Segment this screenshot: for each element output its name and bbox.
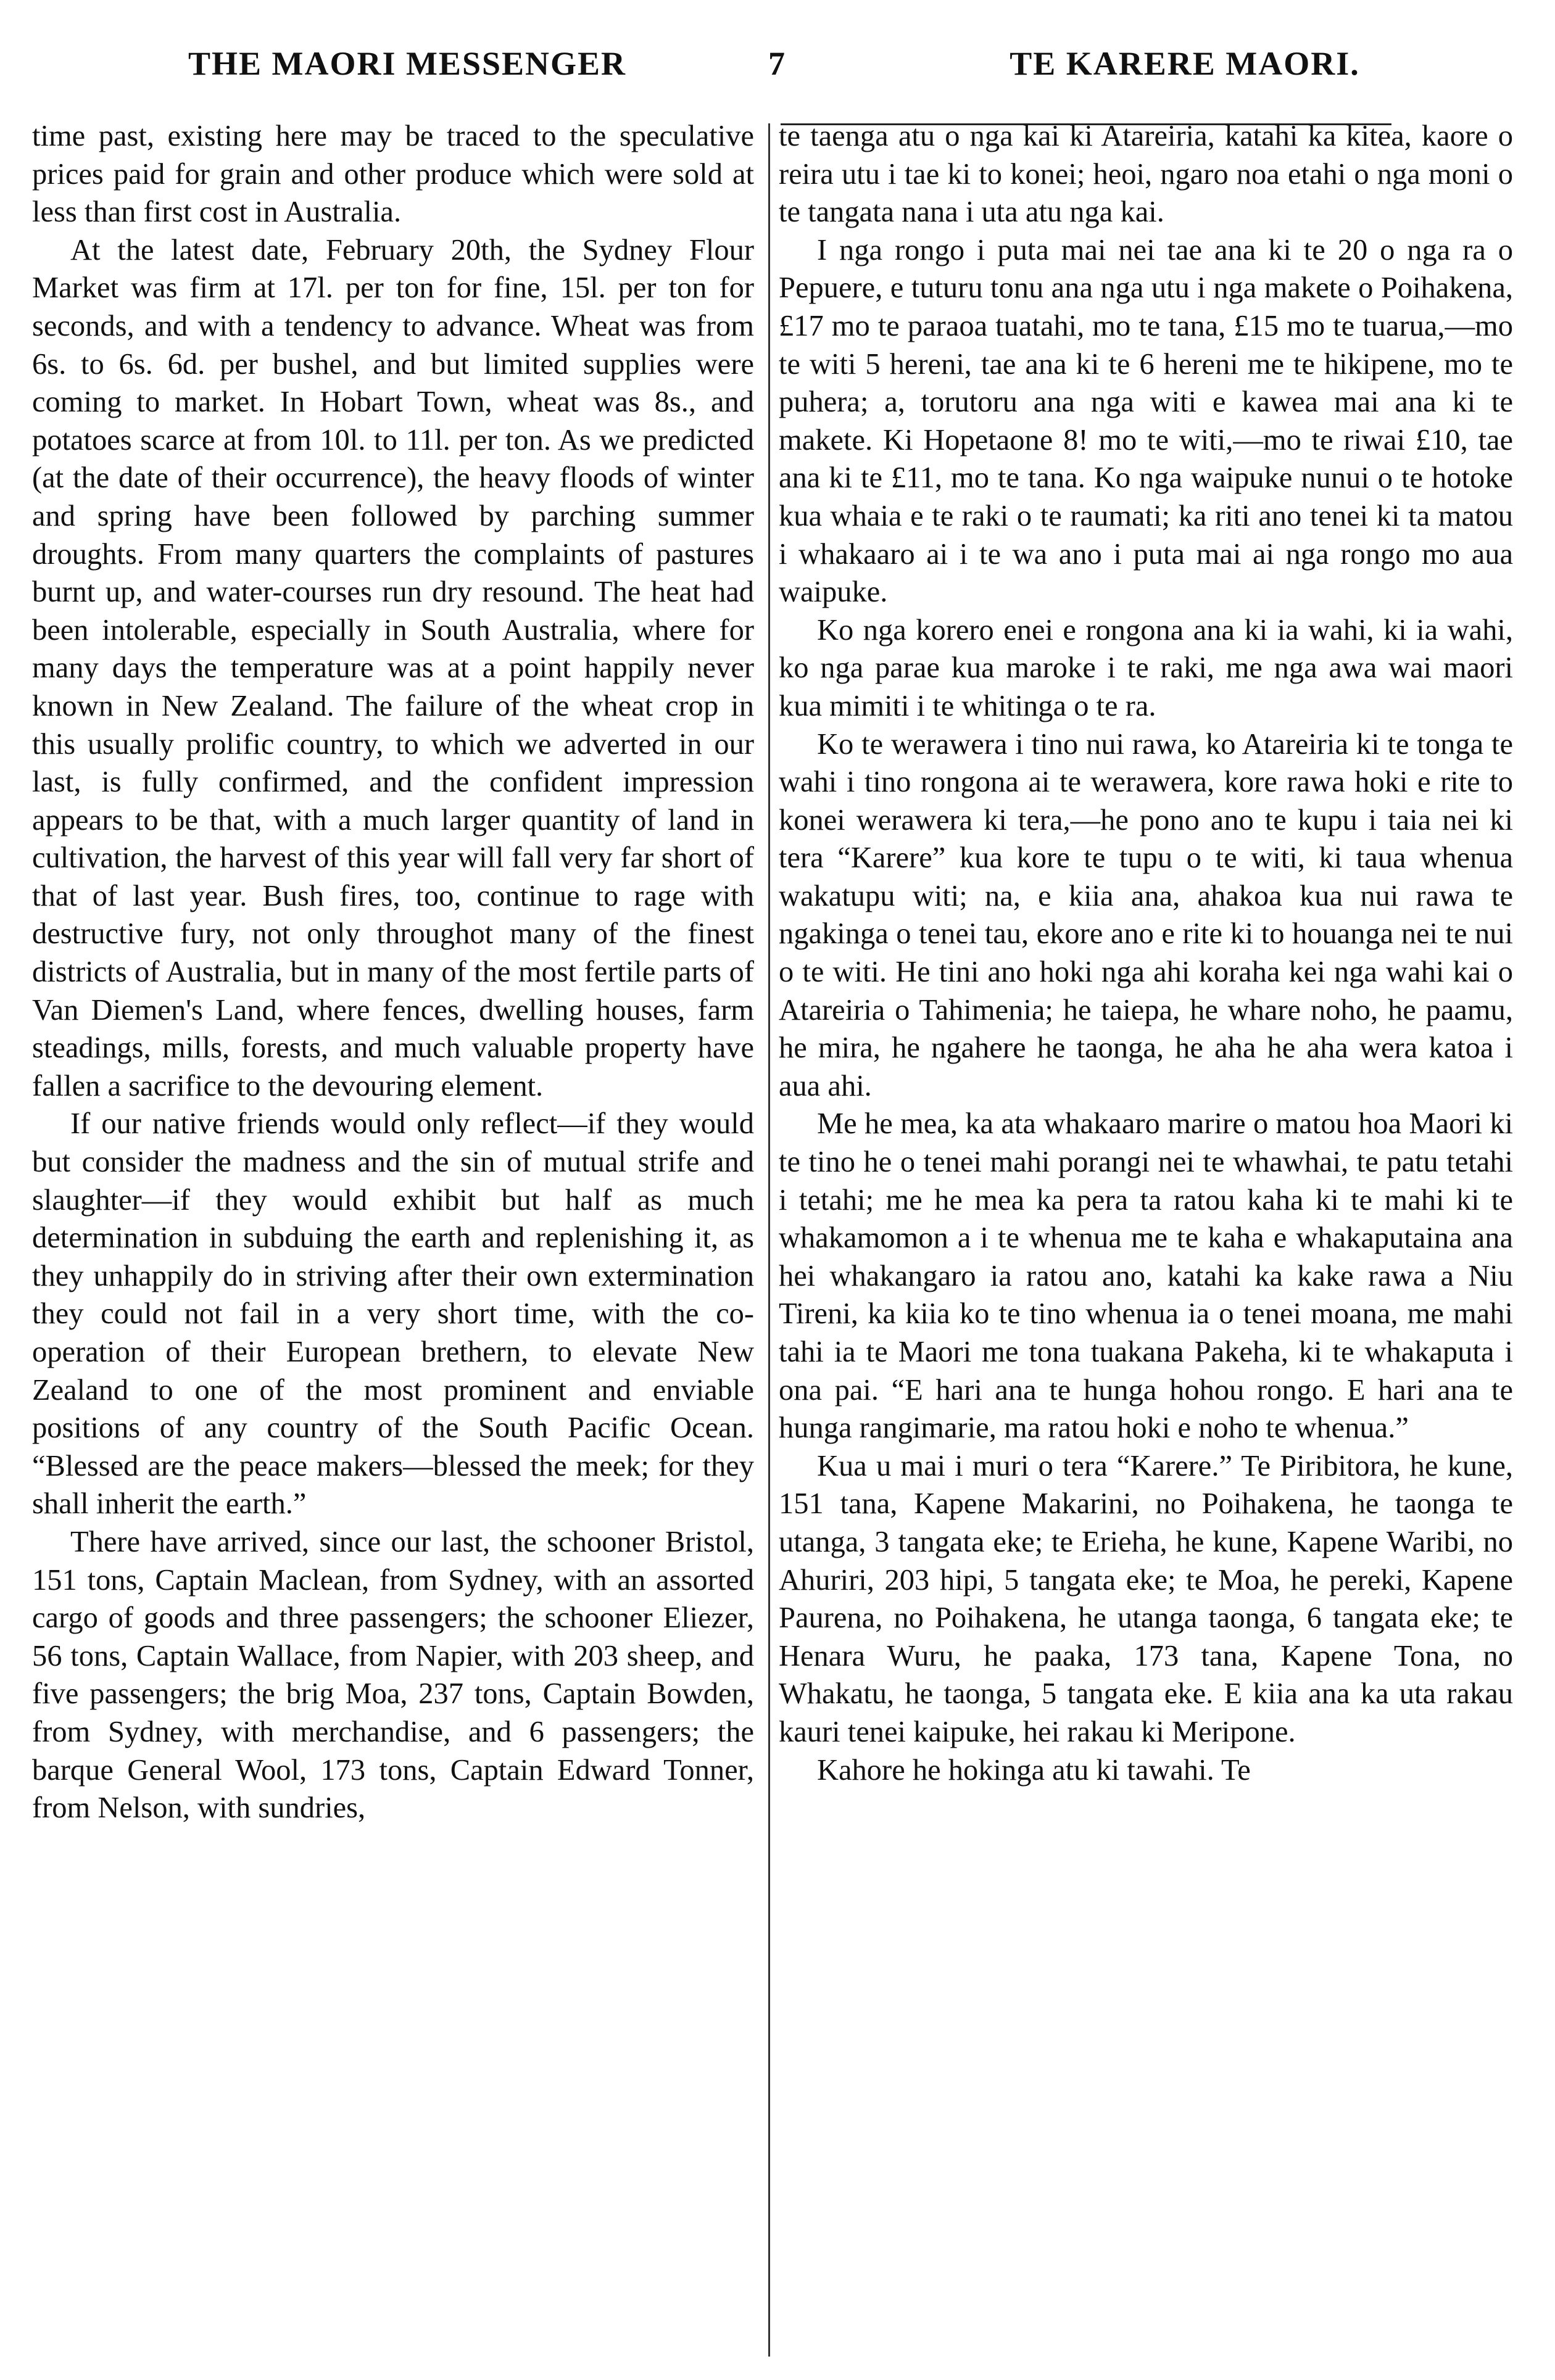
english-column	[32, 117, 754, 1827]
maori-paragraph: Ko nga korero enei e rongona ana ki ia wahi, ki ia wahi, ko nga parae kua maroke i te raki, me nga awa wai maori kua mimiti i te whitinga o te ra.	[779, 613, 1513, 722]
english-paragraph: There have arrived, since our last, the schooner Bristol, 151 tons, Captain Maclean, from Sydney, with an assorted cargo of goods and three passengers; the schooner Eliezer, 56 tons, Captain Wallace, from Napier, with 203 sheep, and five passengers; the brig Moa, 237 tons, Captain Bowden, from Sydney, with merchandise, and 6 passengers; the barque General Wool, 173 tons, Captain Edward Tonner, from Nelson, with sundries,	[32, 1525, 754, 1825]
masthead-english: THE MAORI MESSENGER	[188, 45, 627, 82]
maori-paragraph: Kua u mai i muri o tera “Karere.” Te Piribitora, he kune, 151 tana, Kapene Makarini, no Poihakena, he taonga te utanga, 3 tangata eke; te Erieha, he kune, Kapene Waribi, no Ahuriri, 203 hipi, 5 tangata eke; te Moa, he pereki, Kapene Paurena, no Poihakena, he utanga taonga, 6 tangata eke; te Henara Wuru, he paaka, 173 tana, Kapene Tona, no Whakatu, he taonga, 5 tangata eke. E kiia ana ka uta rakau kauri tenei kaipuke, hei rakau ki Meripone.	[779, 1449, 1513, 1748]
maori-paragraph: I nga rongo i puta mai nei tae ana ki te 20 o nga ra o Pepuere, e tuturu tonu ana nga utu i nga makete o Poihakena, £17 mo te paraoa tuatahi, mo te tana, £15 mo te tuarua,—mo te witi 5 hereni, tae ana ki te 6 hereni me te hikipene, mo te puhera; a, torutoru ana nga witi e kawea mai ana ki te makete. Ki Hopetaone 8! mo te witi,—mo te riwai £10, tae ana ki te £11, mo te tana. Ko nga waipuke nunui o te hotoke kua whaia e te raki o te raumati; ka riti ano tenei ki ta matou i whakaaro ai i te wa ano i puta mai ai nga rongo mo aua waipuke.	[779, 233, 1513, 609]
maori-paragraph: Kahore he hokinga atu ki tawahi. Te	[817, 1753, 1251, 1787]
english-paragraph: If our native friends would only reflect—if they would but consider the madness and the sin of mutual strife and slaughter—if they would exhibit but half as much determination in subduing the earth and replenishing it, as they unhappily do in striving after their own extermination they could not fail in a very short time, with the co-operation of their European brethern, to elevate New Zealand to one of the most prominent and enviable positions of any country of the South Pacific Ocean. “Blessed are the peace makers—blessed the meek; for they shall inherit the earth.”	[32, 1107, 754, 1521]
masthead-maori: TE KARERE MAORI.	[1010, 45, 1360, 82]
maori-paragraph: Ko te werawera i tino nui rawa, ko Atareiria ki te tonga te wahi i tino rongona ai te werawera, kore rawa hoki e rite to konei werawera ki tera,—he pono ano te kupu i taia nei ki tera “Karere” kua kore te tupu o te witi, ki taua whenua wakatupu witi; na, e kiia ana, ahakoa kua nui rawa te ngakinga o tenei tau, ekore ano e rite ki to houanga nei te nui o te witi. He tini ano hoki nga ahi koraha kei nga wahi kai o Atareiria o Tahimenia; he taiepa, he whare noho, he paamu, he mira, he ngahere he taonga, he aha he aha wera katoa i aua ahi.	[779, 727, 1513, 1102]
page-number: 7	[768, 45, 785, 82]
maori-paragraph: Me he mea, ka ata whakaaro marire o matou hoa Maori ki te tino he o tenei mahi porangi nei te whawhai, te patu tetahi i tetahi; me he mea ka pera ta ratou kaha ki te mahi ki te whakamomon a i te whenua me te kaha e whakaputaina ana hei whakangaro ia ratou ano, katahi ka kake rawa a Niu Tireni, ka kiia ko te tino whenua ia o tenei moana, me mahi tahi ia te Maori me tona tuakana Pakeha, ki te whakaputa i ona pai. “E hari ana te hunga hohou rongo. E hari ana te hunga rangimarie, ma ratou hoki e noho te whenua.”	[779, 1107, 1513, 1445]
english-paragraph: At the latest date, February 20th, the Sydney Flour Market was firm at 17l. per ton for fine, 15l. per ton for seconds, and with a tendency to advance. Wheat was from 6s. to 6s. 6d. per bushel, and but limited supplies were coming to market. In Hobart Town, wheat was 8s., and potatoes scarce at from 10l. to 11l. per ton. As we predicted (at the date of their occurrence), the heavy floods of winter and spring have been followed by parching summer droughts. From many quarters the complaints of pastures burnt up, and water-courses run dry resound. The heat had been intolerable, especially in South Australia, where for many days the temperature was at a point happily never known in New Zealand. The failure of the wheat crop in this usually prolific country, to which we adverted in our last, is fully confirmed, and the confident impression appears to be that, with a much larger quantity of land in cultivation, the harvest of this year will fall very far short of that of last year. Bush fires, too, continue to rage with destructive fury, not only throughot many of the finest districts of Australia, but in many of the most fertile parts of Van Diemen's Land, where fences, dwelling houses, farm steadings, mills, forests, and much valuable property have fallen a sacrifice to the devouring element.	[32, 233, 754, 1102]
maori-paragraph: te taenga atu o nga kai ki Atareiria, katahi ka kitea, kaore o reira utu i tae ki to konei; heoi, ngaro noa etahi o nga moni o te tangata nana i uta atu nga kai.	[779, 120, 1513, 229]
column-divider	[768, 123, 770, 2357]
maori-column	[779, 117, 1513, 1789]
english-paragraph: time past, existing here may be traced to the speculative prices paid for grain and other produce which were sold at less than first cost in Australia.	[32, 120, 754, 229]
page-header	[37, 44, 1518, 100]
